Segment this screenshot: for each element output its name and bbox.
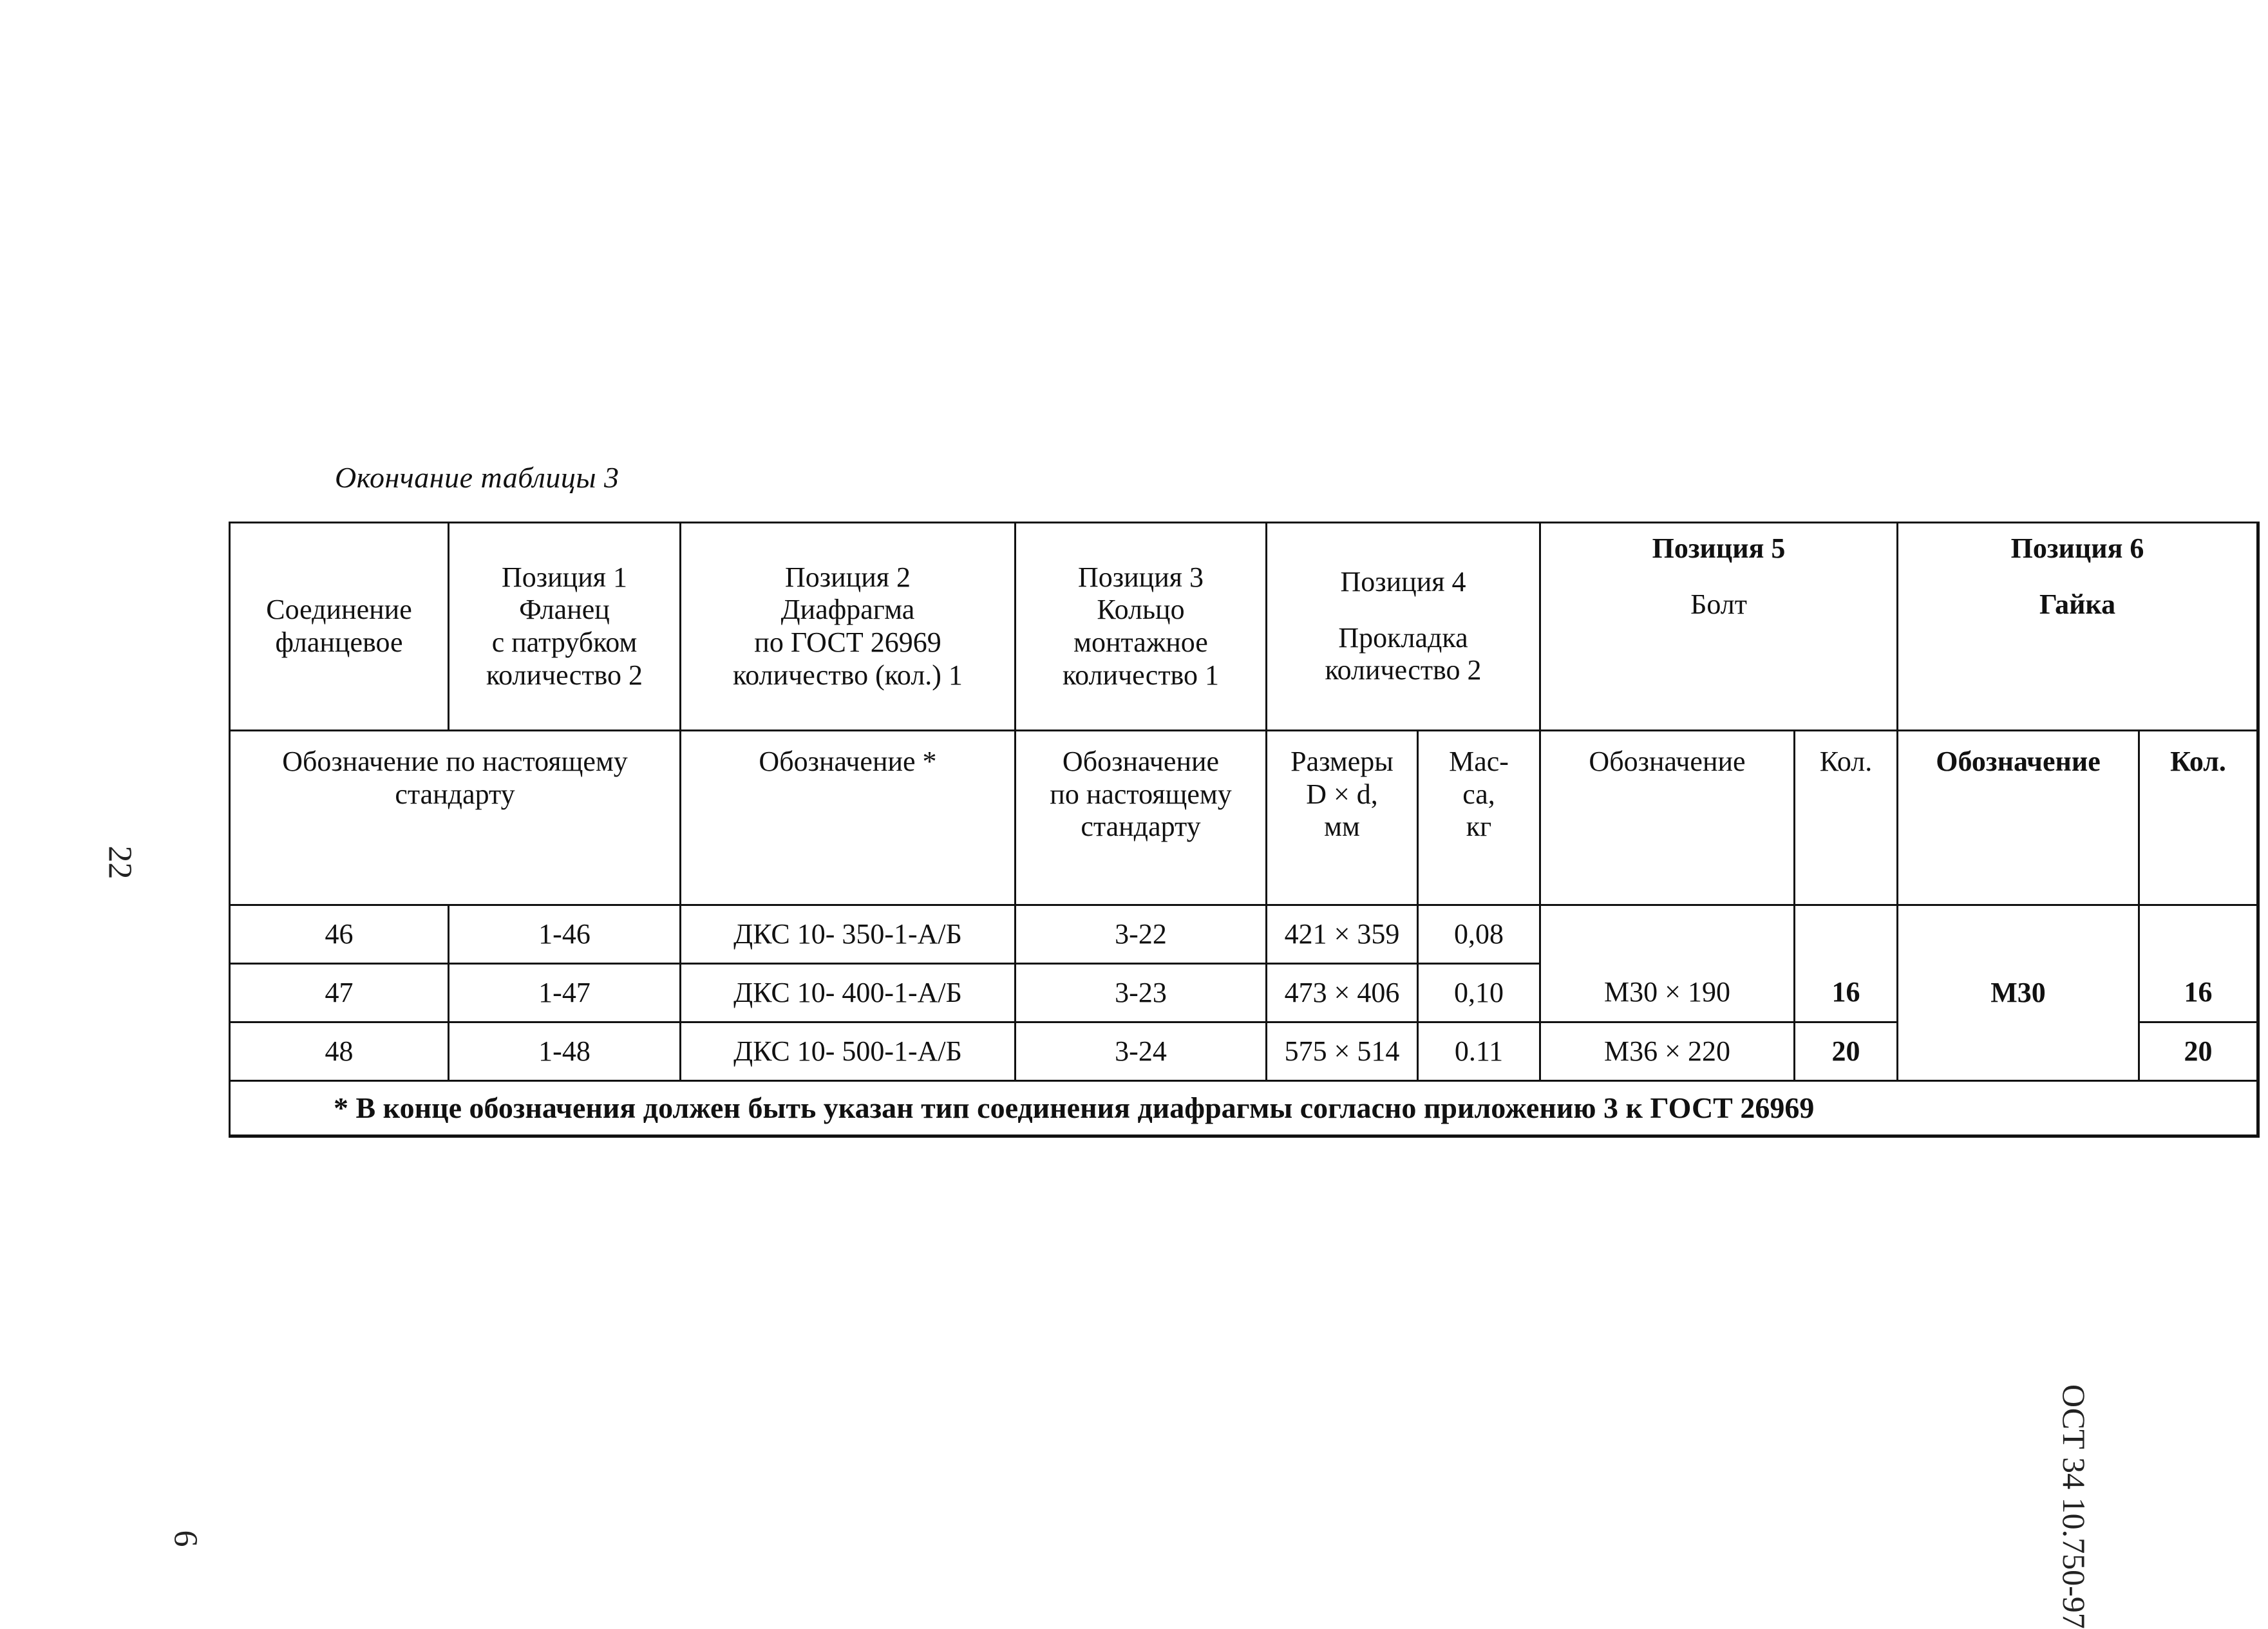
cell-bolt-designation: М36 × 220 <box>1540 1022 1795 1081</box>
margin-page-mark: 22 <box>101 845 138 880</box>
cell-connection: 46 <box>230 905 449 964</box>
cell-nut-designation: М30 <box>1898 905 2139 1081</box>
cell-gasket-size: 575 × 514 <box>1267 1022 1418 1081</box>
subheader-sizes: Размеры D × d, мм <box>1267 731 1418 905</box>
cell-bolt-designation-empty <box>1540 905 1795 964</box>
header-position-4: Позиция 4 Прокладка количество 2 <box>1267 523 1540 731</box>
subheader-designation-star: Обозначение * <box>681 731 1016 905</box>
margin-document-code: ОСТ 34 10.750-97 <box>2056 1384 2092 1629</box>
cell-connection: 47 <box>230 964 449 1022</box>
cell-gasket-size: 473 × 406 <box>1267 964 1418 1022</box>
cell-bolt-qty: 20 <box>1795 1022 1898 1081</box>
cell-gasket-mass: 0,08 <box>1418 905 1540 964</box>
margin-page-number: 6 <box>167 1530 204 1547</box>
header-position-2: Позиция 2 Диафрагма по ГОСТ 26969 количество (кол.) 1 <box>681 523 1016 731</box>
header-position-3: Позиция 3 Кольцо монтажное количество 1 <box>1016 523 1267 731</box>
subheader-designation-ring: Обозначение по настоящему стандарту <box>1016 731 1267 905</box>
cell-flange: 1-48 <box>449 1022 681 1081</box>
subheader-mass: Мас- са, кг <box>1418 731 1540 905</box>
table-header-row <box>230 523 2258 731</box>
specification-table <box>229 522 2260 1138</box>
table-row <box>230 905 2258 964</box>
header-position-5: Позиция 5 Болт <box>1540 523 1898 731</box>
cell-gasket-mass: 0,10 <box>1418 964 1540 1022</box>
cell-bolt-qty-empty <box>1795 905 1898 964</box>
header-position-1: Позиция 1 Фланец с патрубком количество 2 <box>449 523 681 731</box>
table-caption: Окончание таблицы 3 <box>335 461 619 494</box>
cell-nut-qty-empty <box>2139 905 2258 964</box>
cell-diaphragm: ДКС 10- 500-1-А/Б <box>681 1022 1016 1081</box>
subheader-nut-designation: Обозначение <box>1898 731 2139 905</box>
cell-nut-qty: 16 <box>2139 964 2258 1022</box>
table-subheader-row <box>230 731 2258 905</box>
cell-bolt-qty: 16 <box>1795 964 1898 1022</box>
cell-gasket-mass: 0.11 <box>1418 1022 1540 1081</box>
header-connection: Соединение фланцевое <box>230 523 449 731</box>
subheader-bolt-qty: Кол. <box>1795 731 1898 905</box>
cell-gasket-size: 421 × 359 <box>1267 905 1418 964</box>
cell-diaphragm: ДКС 10- 350-1-А/Б <box>681 905 1016 964</box>
cell-diaphragm: ДКС 10- 400-1-А/Б <box>681 964 1016 1022</box>
cell-ring: 3-22 <box>1016 905 1267 964</box>
footnote-row <box>230 1081 2258 1136</box>
header-position-6: Позиция 6 Гайка <box>1898 523 2258 731</box>
cell-connection: 48 <box>230 1022 449 1081</box>
subheader-nut-qty: Кол. <box>2139 731 2258 905</box>
subheader-designation-standard: Обозначение по настоящему стандарту <box>230 731 681 905</box>
cell-bolt-designation: М30 × 190 <box>1540 964 1795 1022</box>
subheader-bolt-designation: Обозначение <box>1540 731 1795 905</box>
cell-ring: 3-24 <box>1016 1022 1267 1081</box>
cell-flange: 1-46 <box>449 905 681 964</box>
cell-ring: 3-23 <box>1016 964 1267 1022</box>
cell-flange: 1-47 <box>449 964 681 1022</box>
table-footnote: * В конце обозначения должен быть указан тип соединения диафрагмы согласно приложению 3 к ГОСТ 26969 <box>230 1081 2258 1136</box>
cell-nut-qty: 20 <box>2139 1022 2258 1081</box>
